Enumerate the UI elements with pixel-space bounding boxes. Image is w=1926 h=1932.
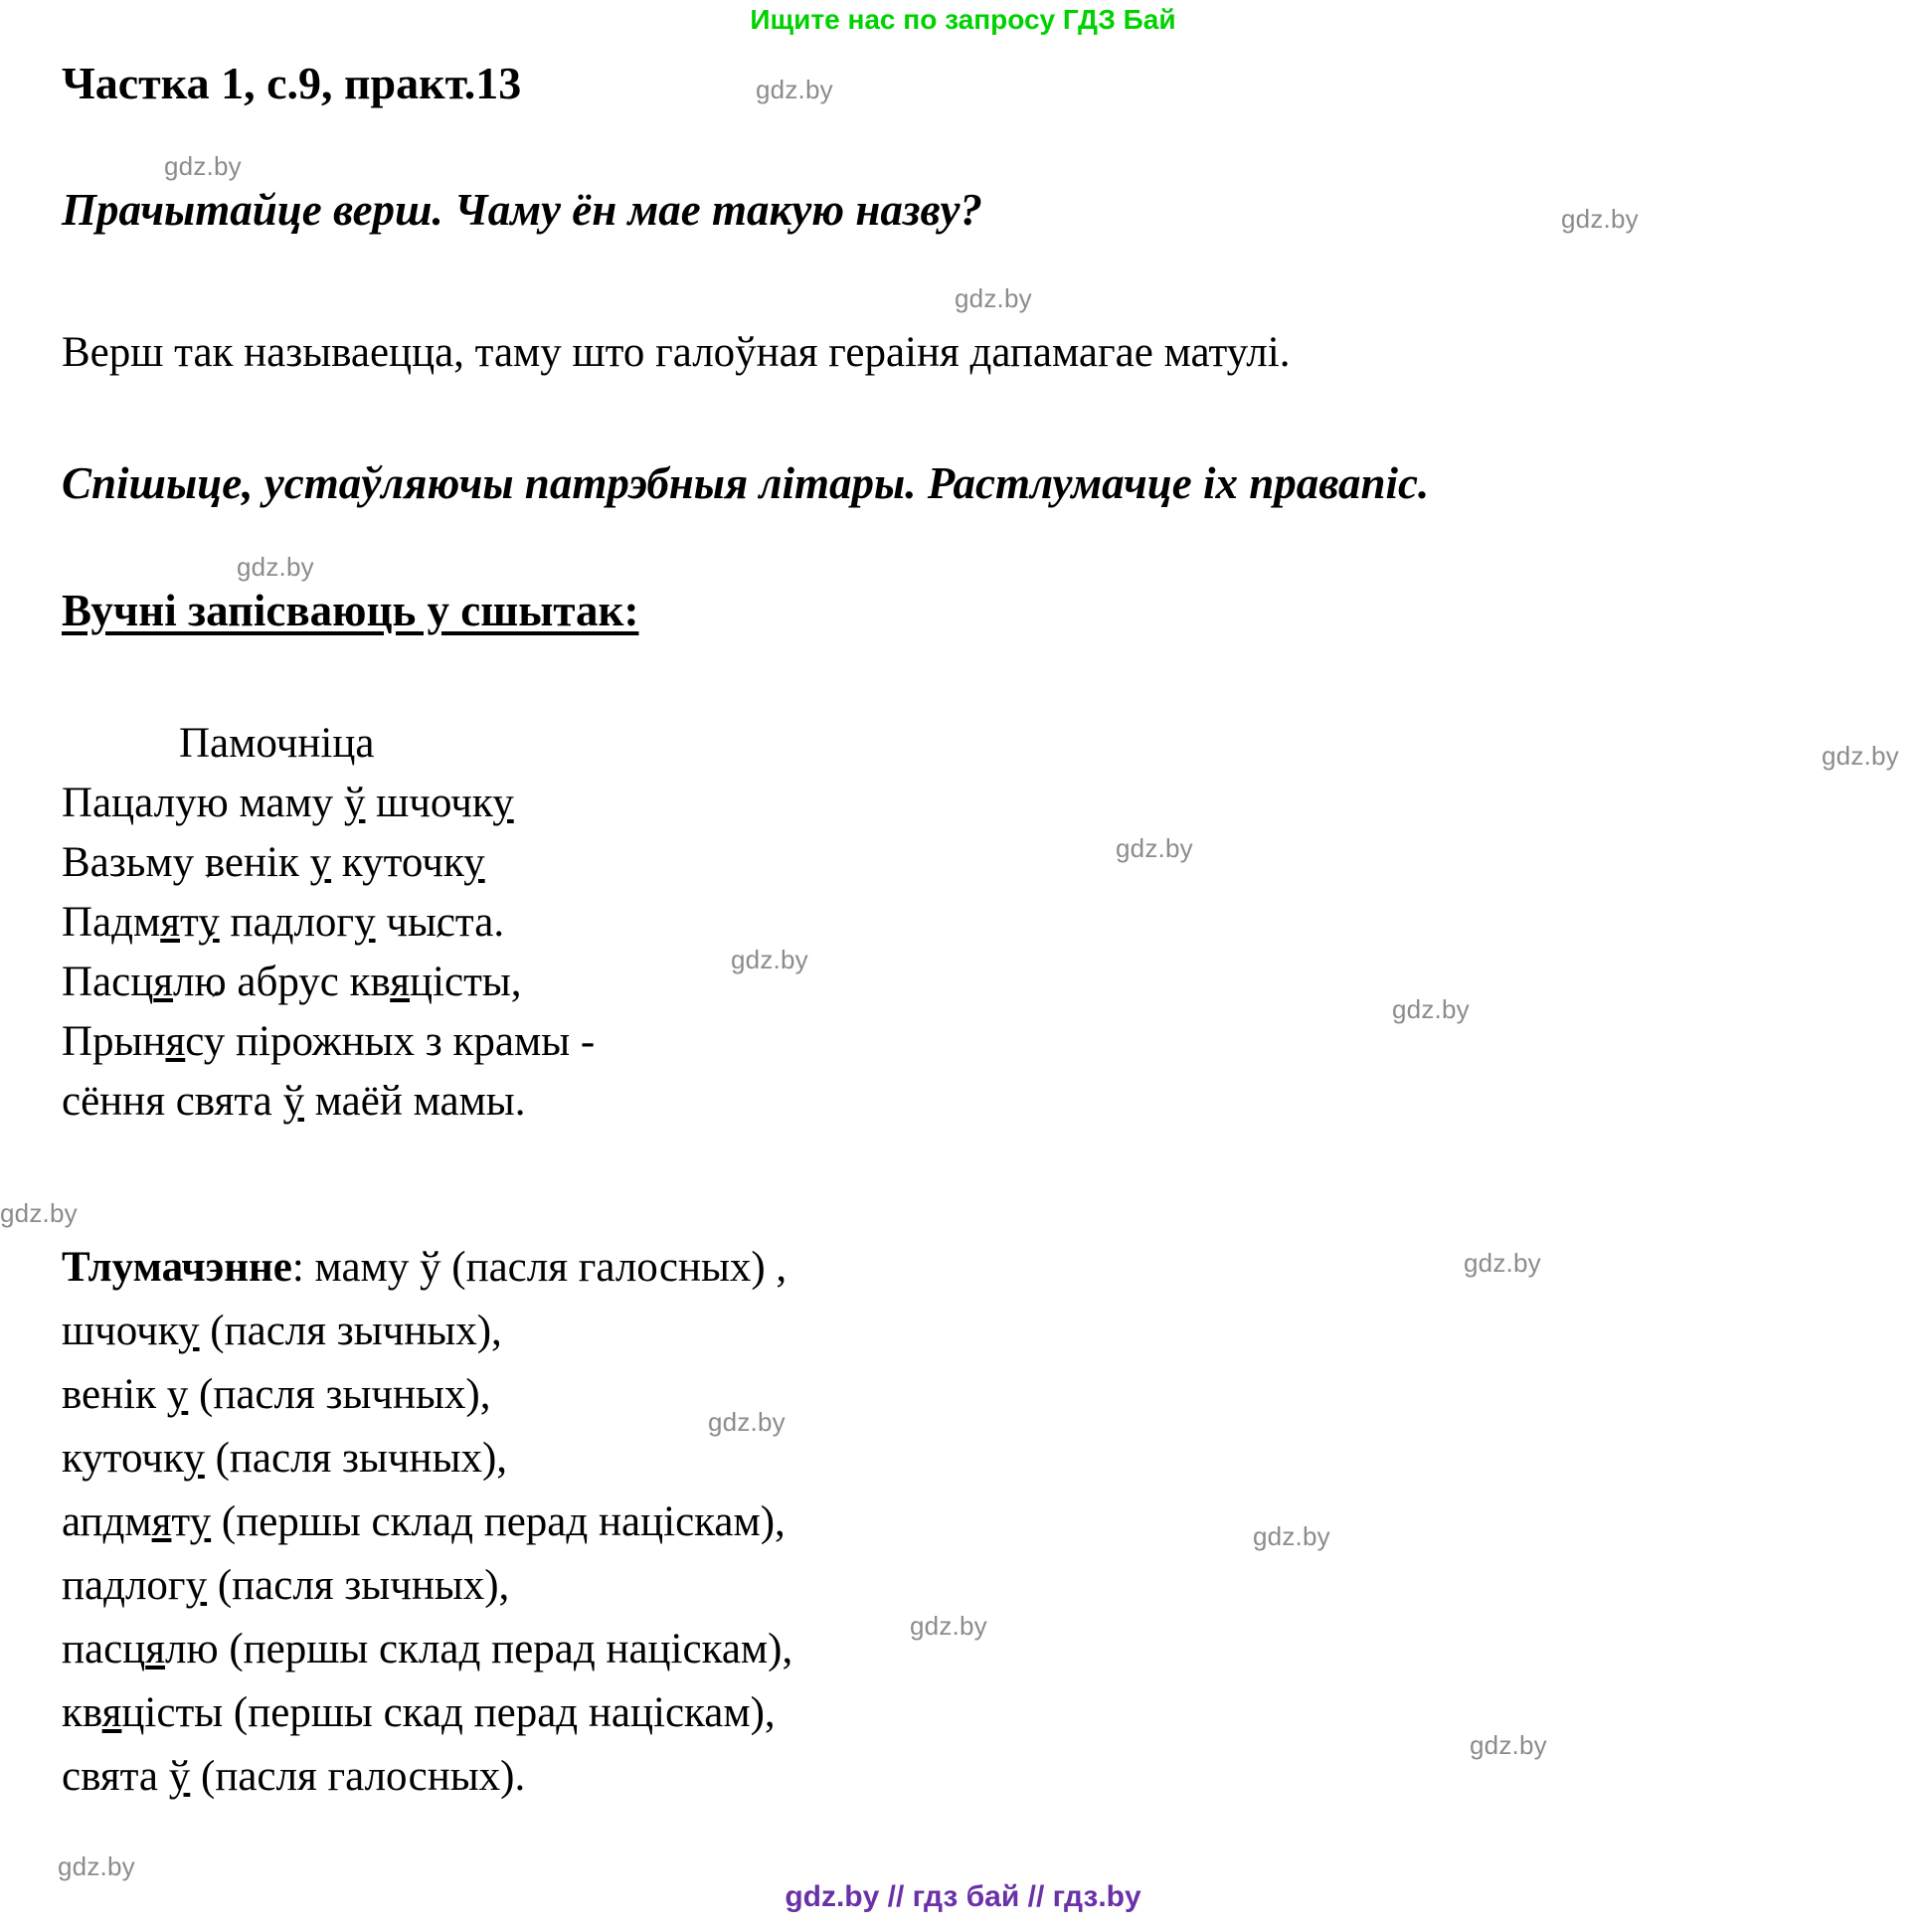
poem-block — [62, 714, 595, 1132]
explanation-item: куточку (пасля зычных), — [62, 1435, 508, 1482]
explanation-item: квяцісты (першы скад перад націскам), — [62, 1689, 776, 1736]
poem-line: Прынясу ´ пірожных з крамы - — [62, 1012, 595, 1072]
watermark: gdz.by — [1392, 994, 1470, 1024]
watermark: gdz.by — [1464, 1248, 1541, 1278]
explanation-item: шчочку (пасля зычных), — [62, 1308, 502, 1354]
poem-line: Пасцялю ´ абрус квяці ´сты, — [62, 953, 595, 1012]
watermark: gdz.by — [756, 75, 833, 104]
watermark: gdz.by — [164, 151, 242, 181]
poem-line: Вазьму венік у куточку — [62, 839, 485, 886]
poem-line: Падмяту ´ падлогу чыста. — [62, 893, 595, 953]
explanation-item: пасцялю (першы склад перад націскам), — [62, 1626, 793, 1672]
lead-in-text: Вучні запісваюць у сшытак: — [62, 586, 639, 635]
watermark: gdz.by — [731, 945, 808, 974]
poem-title: Памочніца — [179, 720, 375, 767]
watermark: gdz.by — [1116, 833, 1193, 863]
watermark: gdz.by — [1253, 1521, 1330, 1551]
explanation-heading-line — [62, 1236, 792, 1300]
question-2: Спішыце, устаўляючы патрэбныя літары. Растлумачце іх правапіс. — [62, 458, 1430, 508]
footer-links: gdz.by // гдз бай // гдз.by — [785, 1880, 1141, 1913]
explanation-item: апдмяту (першы склад перад націскам), — [62, 1498, 786, 1545]
watermark: gdz.by — [237, 552, 314, 582]
explanation-item: падлогу (пасля зычных), — [62, 1562, 510, 1609]
watermark: gdz.by — [1561, 204, 1639, 234]
explanation-heading-rest: : маму ў (пасля галосных) , — [291, 1244, 788, 1291]
page-title: Частка 1, с.9, практ.13 — [62, 58, 522, 108]
watermark: gdz.by — [1822, 741, 1899, 771]
poem-line: Пацалую маму ў шчочку — [62, 780, 514, 826]
watermark: gdz.by — [910, 1611, 987, 1641]
explanation-block — [62, 1236, 792, 1809]
watermark: gdz.by — [708, 1407, 786, 1437]
question-1: Прачытайце верш. Чаму ён мае такую назву? — [62, 185, 983, 235]
explanation-item: свята ў (пасля галосных). — [62, 1753, 526, 1800]
watermark: gdz.by — [0, 1198, 78, 1228]
watermark: gdz.by — [58, 1851, 135, 1881]
poem-line: сёння свята ў маёй мамы. — [62, 1078, 526, 1125]
explanation-item: венік у (пасля зычных), — [62, 1371, 491, 1418]
explanation-heading: Тлумачэнне — [62, 1244, 292, 1291]
watermark: gdz.by — [1470, 1730, 1547, 1760]
promo-banner: Ищите нас по запросу ГДЗ Бай — [750, 4, 1176, 35]
answer-1: Верш так называецца, таму што галоўная гераіня дапамагае матулі. — [62, 329, 1291, 376]
watermark: gdz.by — [955, 283, 1032, 313]
